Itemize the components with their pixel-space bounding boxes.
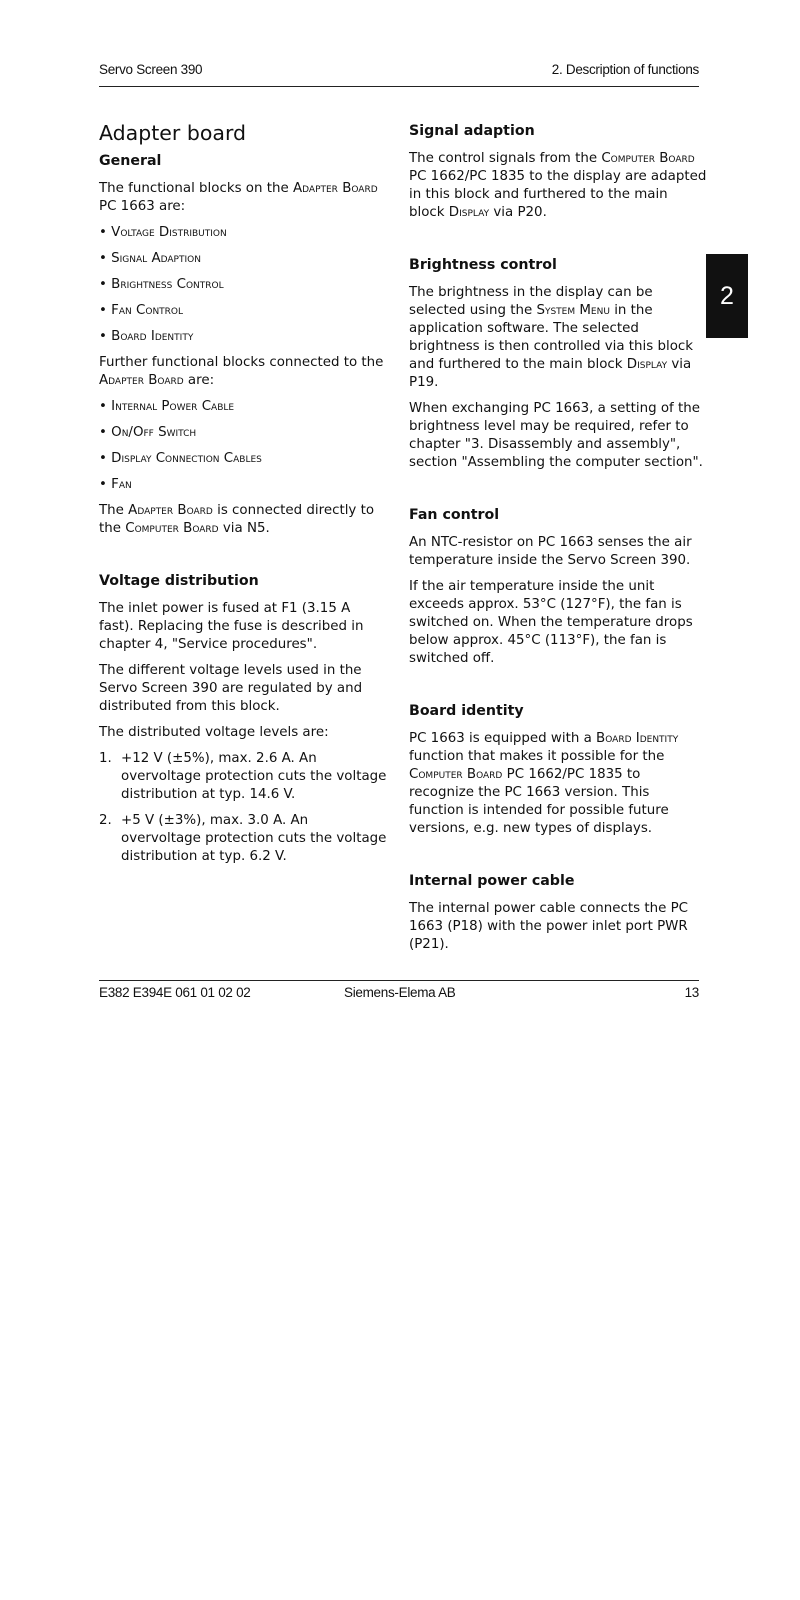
conn-pre: The <box>99 503 129 518</box>
signal-t2: PC 1662/PC 1835 to the display are adapted in this block and furthered to the main block <box>409 169 707 220</box>
identity-t2: function that makes it possible for the <box>409 749 665 764</box>
brightness-text <box>409 284 707 392</box>
page-footer <box>99 980 699 1000</box>
general-intro-board: Adapter Board <box>292 181 378 196</box>
identity-t1: PC 1663 is equipped with a <box>409 731 597 746</box>
right-column <box>409 122 707 962</box>
list-item: • Internal Power Cable <box>99 398 387 416</box>
signal-text <box>409 150 707 222</box>
voltage-heading: Voltage distribution <box>99 573 259 589</box>
footer-company: Siemens-Elema AB <box>344 985 456 1000</box>
brightness-t3: via P19. <box>409 357 692 390</box>
conn-computer-board: Computer Board <box>125 521 219 536</box>
header-chapter-title: 2. Description of functions <box>551 62 699 77</box>
connected-blocks-list <box>99 398 387 494</box>
further-blocks-intro <box>99 354 387 390</box>
functional-blocks-list <box>99 224 387 346</box>
fan-p2: If the air temperature inside the unit exceeds approx. 53°C (127°F), the fan is switched on. When the temperature drops below approx. 45°C (113°F), the fan is switched off. <box>409 579 693 666</box>
conn-mid: is connected directly to the <box>99 503 375 536</box>
identity-heading: Board identity <box>409 703 524 719</box>
general-intro-text: The functional blocks on the <box>99 181 293 196</box>
voltage-p2: The different voltage levels used in the Servo Screen 390 are regulated by and distributed from this block. <box>99 663 363 714</box>
footer-page-number: 13 <box>684 985 699 1000</box>
list-item: • On/Off Switch <box>99 424 387 442</box>
identity-t3: PC 1662/PC 1835 to recognize the PC 1663 version. This function is intended for possible future versions, e.g. new types of displays. <box>409 767 669 836</box>
list-item: • Display Connection Cables <box>99 450 387 468</box>
general-heading: General <box>99 153 162 169</box>
list-item: • Fan Control <box>99 302 387 320</box>
signal-t1: The control signals from the <box>409 151 602 166</box>
further-end: are: <box>183 373 215 388</box>
item-text: +5 V (±3%), max. 3.0 A. An overvoltage protection cuts the voltage distribution at typ. 6.2 V. <box>121 813 387 864</box>
voltage-p1: The inlet power is fused at F1 (3.15 A fast). Replacing the fuse is described in chapter 4, "Service procedures". <box>99 601 364 652</box>
list-item: • Fan <box>99 476 387 494</box>
general-intro-end: PC 1663 are: <box>99 199 186 214</box>
signal-computer-board: Computer Board <box>601 151 695 166</box>
list-item: • Board Identity <box>99 328 387 346</box>
identity-computer-board: Computer Board <box>409 767 503 782</box>
voltage-p3: The distributed voltage levels are: <box>99 725 329 740</box>
power-p1: The internal power cable connects the PC 1663 (P18) with the power inlet port PWR (P21). <box>409 901 688 952</box>
voltage-levels-list <box>99 750 387 866</box>
fan-heading: Fan control <box>409 507 500 523</box>
item-number: 2. <box>99 813 112 828</box>
connection-text <box>99 502 387 538</box>
brightness-heading: Brightness control <box>409 257 557 273</box>
list-item <box>99 750 387 804</box>
page-header <box>99 60 699 87</box>
power-heading: Internal power cable <box>409 873 575 889</box>
brightness-t2: in the application software. The selected brightness is then controlled via this block and furthered to the main block <box>409 303 694 372</box>
list-item: • Voltage Distribution <box>99 224 387 242</box>
identity-text <box>409 730 707 838</box>
item-text: +12 V (±5%), max. 2.6 A. An overvoltage protection cuts the voltage distribution at typ. 14.6 V. <box>121 751 387 802</box>
header-document-title: Servo Screen 390 <box>99 62 203 77</box>
item-number: 1. <box>99 751 112 766</box>
signal-heading: Signal adaption <box>409 123 535 139</box>
brightness-display: Display <box>626 357 668 372</box>
page-title: Adapter board <box>99 121 247 145</box>
conn-adapter-board: Adapter Board <box>128 503 213 518</box>
general-intro <box>99 180 387 216</box>
brightness-system-menu: System Menu <box>536 303 610 318</box>
signal-t3: via P20. <box>489 205 547 220</box>
further-text: Further functional blocks connected to the <box>99 355 384 370</box>
brightness-t1: The brightness in the display can be selected using the <box>409 285 653 318</box>
brightness-p2: When exchanging PC 1663, a setting of the brightness level may be required, refer to chapter "3. Disassembly and assembly", section "Assembling the computer section". <box>409 401 703 470</box>
identity-board-identity: Board Identity <box>596 731 679 746</box>
left-column <box>99 120 387 874</box>
signal-display: Display <box>448 205 490 220</box>
list-item: • Signal Adaption <box>99 250 387 268</box>
list-item: • Brightness Control <box>99 276 387 294</box>
chapter-tab: 2 <box>706 254 748 338</box>
further-board: Adapter Board <box>99 373 184 388</box>
fan-p1: An NTC-resistor on PC 1663 senses the air temperature inside the Servo Screen 390. <box>409 535 692 568</box>
footer-document-number: E382 E394E 061 01 02 02 <box>99 985 251 1000</box>
list-item <box>99 812 387 866</box>
conn-post: via N5. <box>218 521 270 536</box>
